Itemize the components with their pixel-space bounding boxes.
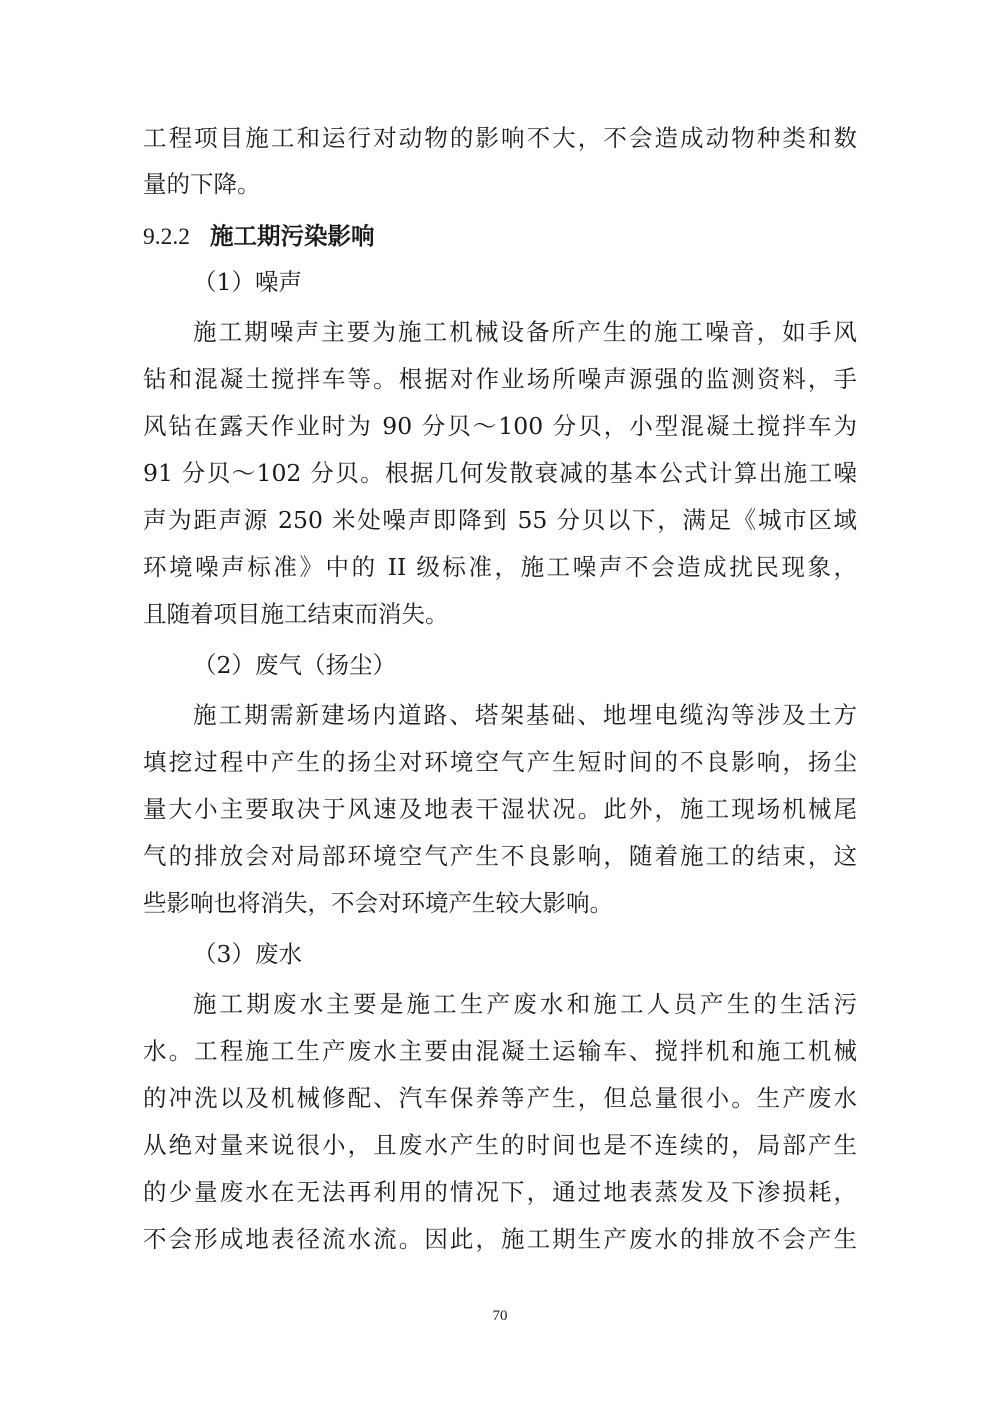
paragraph-line: 声为距声源 250 米处噪声即降到 55 分贝以下，满足《城市区域: [143, 506, 857, 534]
paragraph-line: 91 分贝～102 分贝。根据几何发散衰减的基本公式计算出施工噪: [143, 459, 857, 487]
subheading-noise: （1）噪声: [193, 268, 302, 296]
paragraph-line: 的少量废水在无法再利用的情况下，通过地表蒸发及下渗损耗，: [143, 1178, 857, 1206]
paragraph-line: 从绝对量来说很小，且废水产生的时间也是不连续的，局部产生: [143, 1131, 857, 1159]
paragraph-line: 且随着项目施工结束而消失。: [143, 600, 449, 628]
paragraph-line: 钻和混凝土搅拌车等。根据对作业场所噪声源强的监测资料，手: [143, 365, 857, 393]
paragraph-line: 量大小主要取决于风速及地表干湿状况。此外，施工现场机械尾: [143, 795, 857, 823]
section-title: 施工期污染影响: [210, 222, 375, 250]
page-number: 70: [492, 1308, 508, 1324]
paragraph-line: 工程项目施工和运行对动物的影响不大，不会造成动物种类和数: [143, 124, 857, 152]
paragraph-line: 施工期废水主要是施工生产废水和施工人员产生的生活污: [193, 990, 857, 1018]
paragraph-line: 不会形成地表径流水流。因此，施工期生产废水的排放不会产生: [143, 1225, 857, 1253]
paragraph-line: 施工期需新建场内道路、塔架基础、地埋电缆沟等涉及土方: [193, 701, 857, 729]
paragraph-line: 气的排放会对局部环境空气产生不良影响，随着施工的结束，这: [143, 842, 857, 870]
paragraph-line: 量的下降。: [143, 170, 261, 198]
paragraph-line: 环境噪声标准》中的 II 级标准，施工噪声不会造成扰民现象，: [143, 553, 857, 581]
section-number: 9.2.2: [143, 224, 190, 250]
paragraph-line: 些影响也将消失，不会对环境产生较大影响。: [143, 889, 613, 917]
subheading-wastewater: （3）废水: [193, 940, 302, 968]
section-heading: [143, 213, 375, 259]
paragraph-line: 风钻在露天作业时为 90 分贝～100 分贝，小型混凝土搅拌车为: [143, 412, 857, 440]
paragraph-line: 填挖过程中产生的扬尘对环境空气产生短时间的不良影响，扬尘: [143, 748, 857, 776]
paragraph-line: 水。工程施工生产废水主要由混凝土运输车、搅拌机和施工机械: [143, 1037, 857, 1065]
paragraph-line: 的冲洗以及机械修配、汽车保养等产生，但总量很小。生产废水: [143, 1084, 857, 1112]
paragraph-line: 施工期噪声主要为施工机械设备所产生的施工噪音，如手风: [193, 318, 857, 346]
subheading-exhaust: （2）废气（扬尘）: [193, 651, 396, 679]
